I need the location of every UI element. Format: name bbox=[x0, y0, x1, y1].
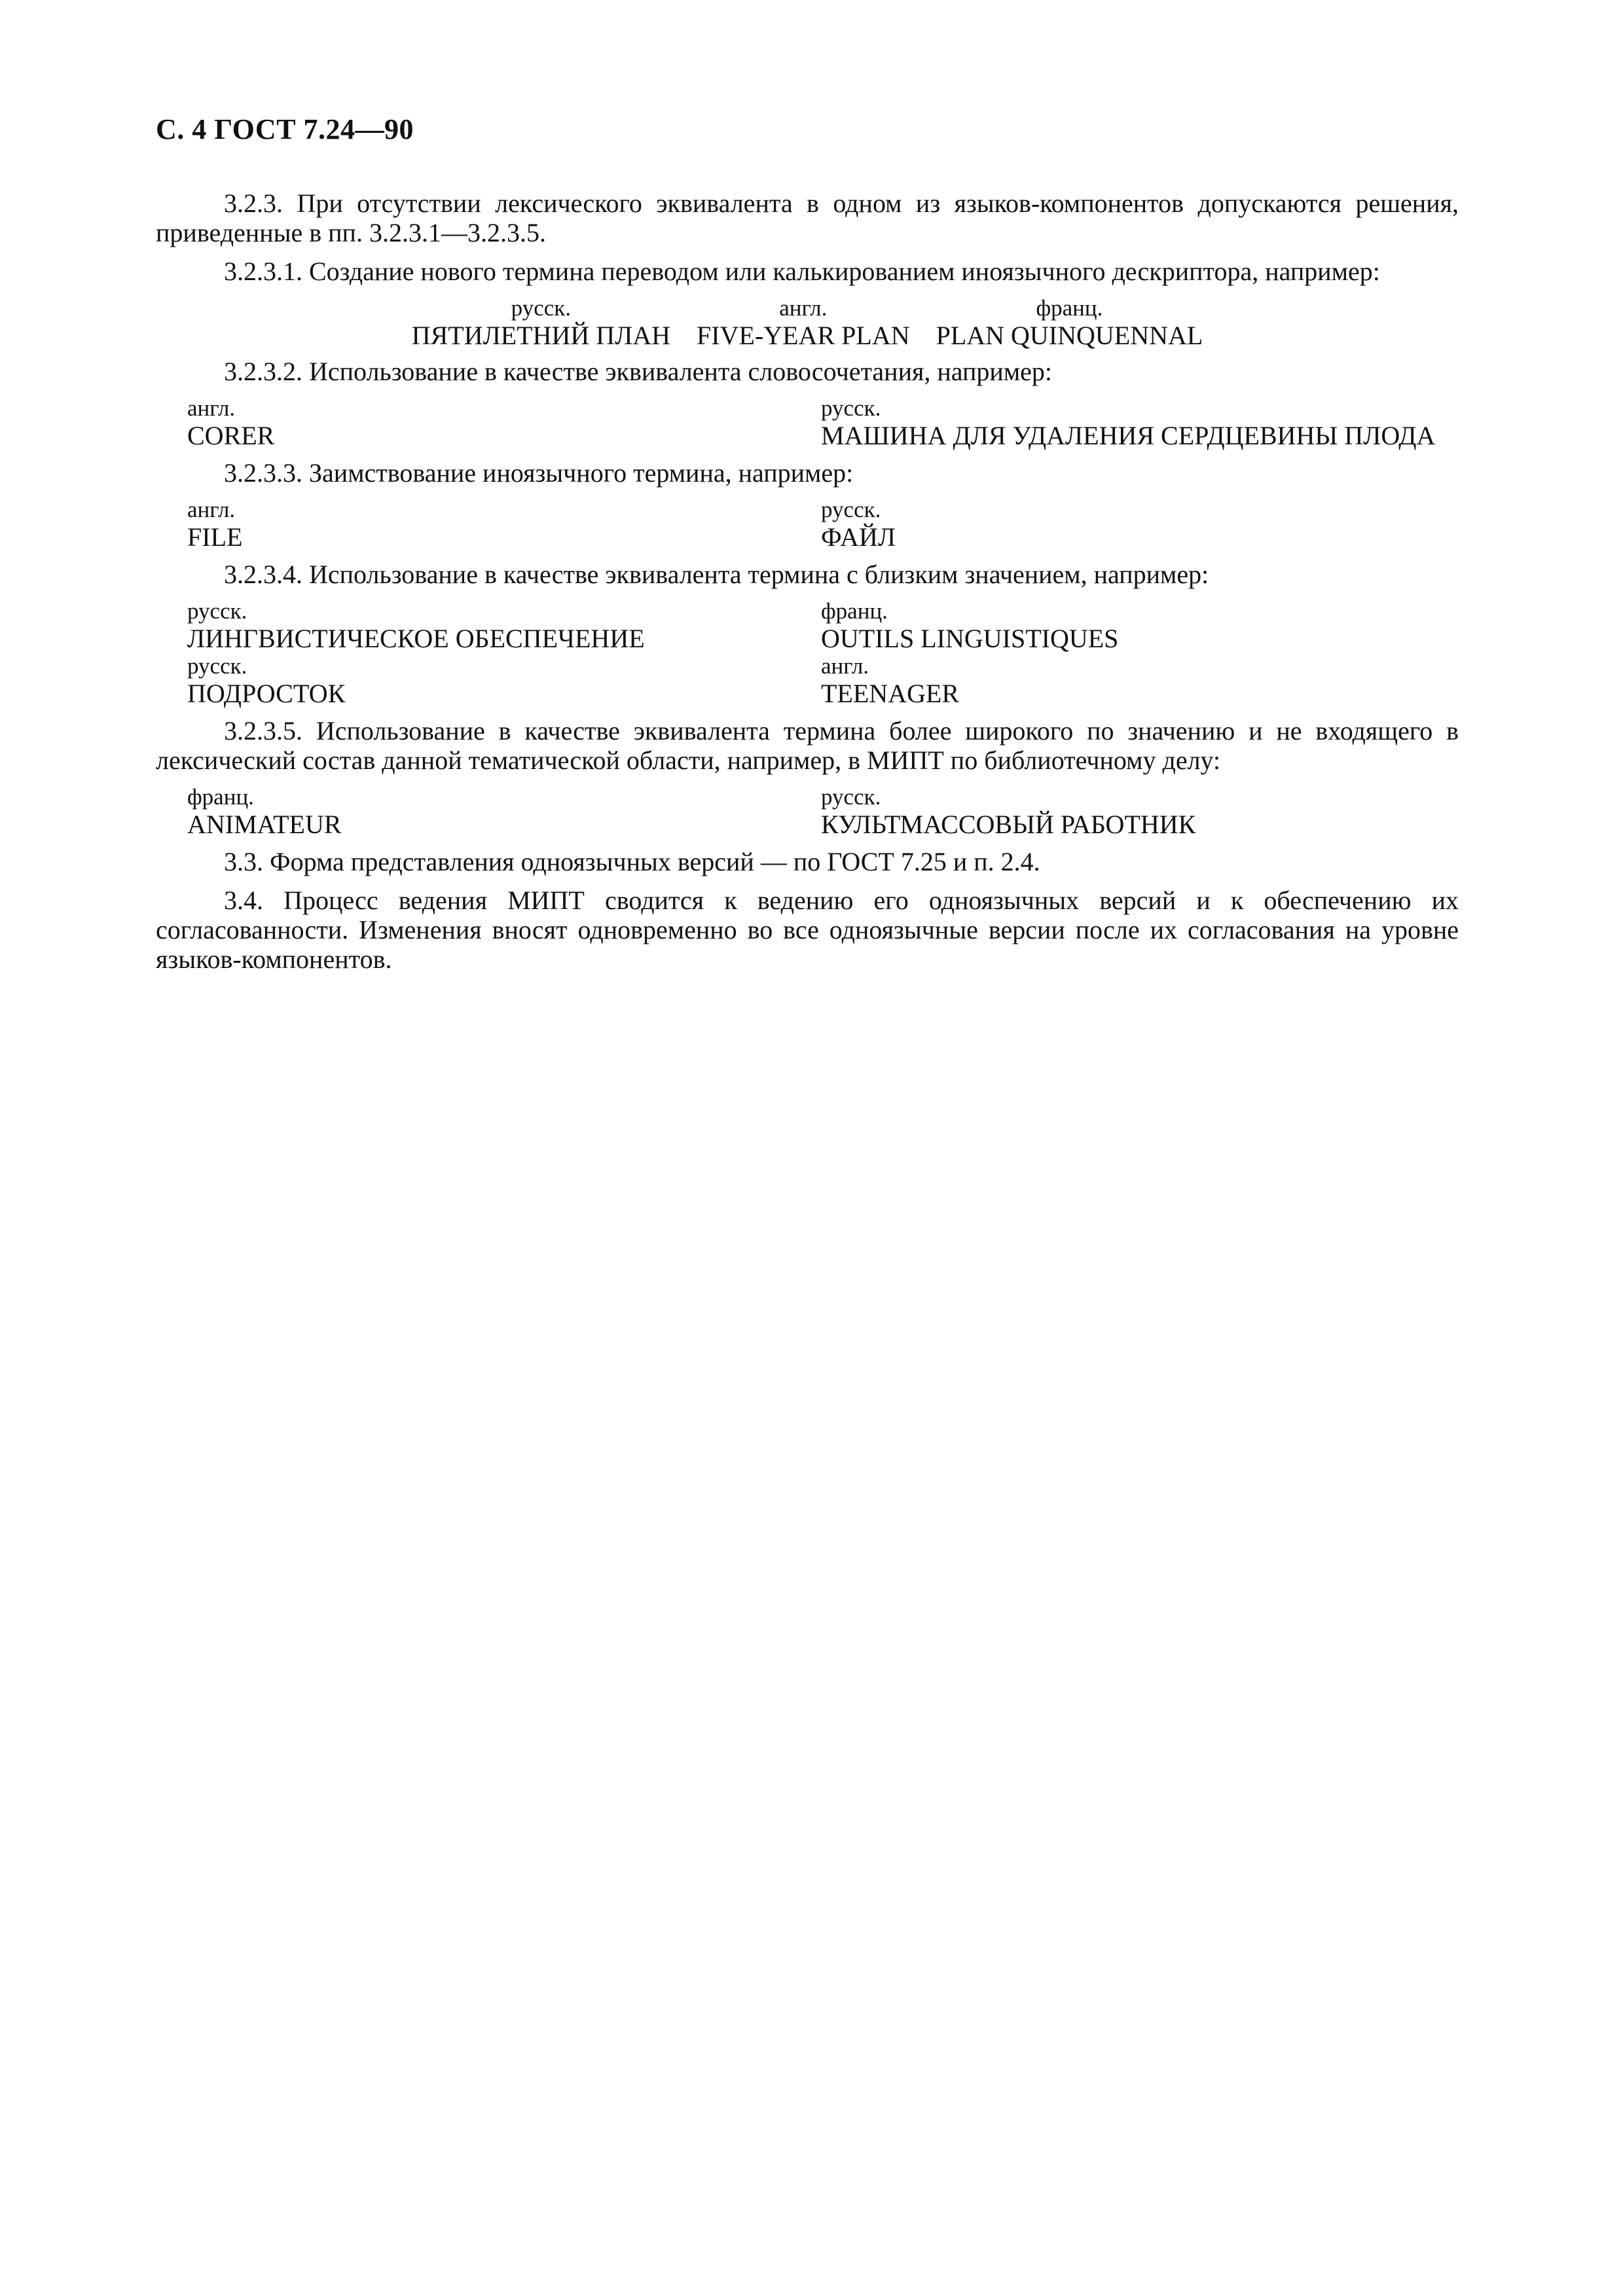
language-label: англ. bbox=[821, 653, 869, 679]
example-column bbox=[697, 295, 910, 350]
language-label: русск. bbox=[187, 653, 247, 679]
example-column bbox=[412, 295, 670, 350]
paragraph-3-2-3-2: 3.2.3.2. Использование в качестве эквивалента словосочетания, например: bbox=[224, 357, 1053, 386]
example-left bbox=[187, 784, 821, 839]
language-label: англ. bbox=[187, 497, 236, 522]
term: МАШИНА ДЛЯ УДАЛЕНИЯ СЕРДЦЕВИНЫ ПЛОДА bbox=[821, 421, 1436, 450]
term: CORER bbox=[187, 421, 275, 450]
language-label: франц. bbox=[187, 784, 254, 810]
paragraph-3-2-3-3: 3.2.3.3. Заимствование иноязычного термина, например: bbox=[224, 458, 854, 488]
example-translation bbox=[156, 295, 1459, 350]
paragraph-3-3: 3.3. Форма представления одноязычных версий — по ГОСТ 7.25 и п. 2.4. bbox=[224, 847, 1040, 876]
paragraph-3-2-3-4: 3.2.3.4. Использование в качестве эквивалента термина с близким значением, например: bbox=[224, 560, 1209, 589]
term: ПЯТИЛЕТНИЙ ПЛАН bbox=[411, 321, 671, 350]
example-right bbox=[821, 784, 1476, 839]
example-right bbox=[821, 395, 1476, 450]
example-right bbox=[821, 598, 1476, 653]
language-label: русск. bbox=[821, 497, 881, 522]
example-left bbox=[187, 598, 821, 653]
example-left bbox=[187, 653, 821, 708]
term: ФАЙЛ bbox=[821, 522, 896, 552]
example-word-combination bbox=[187, 395, 1459, 450]
paragraph-3-4: 3.4. Процесс ведения МИПТ сводится к ведению его одноязычных версий и к обеспечению их согласованности. Изменения вносят одновременно во все одноязычные версии после их согласования на уровне языков-компонентов. bbox=[156, 886, 1459, 974]
term: PLAN QUINQUENNAL bbox=[936, 321, 1203, 350]
paragraph-3-2-3: 3.2.3. При отсутствии лексического эквивалента в одном из языков-компонентов допускаются решения, приведенные в пп. 3.2.3.1—3.2.3.5. bbox=[156, 188, 1459, 247]
example-close-meaning bbox=[187, 598, 1459, 708]
language-label: русск. bbox=[821, 784, 881, 810]
term: OUTILS LINGUISTIQUES bbox=[821, 624, 1119, 653]
term: ANIMATEUR bbox=[187, 810, 342, 839]
term: КУЛЬТМАССОВЫЙ РАБОТНИК bbox=[821, 810, 1196, 839]
language-label: русск. bbox=[511, 295, 572, 321]
term: ЛИНГВИСТИЧЕСКОЕ ОБЕСПЕЧЕНИЕ bbox=[187, 624, 645, 653]
example-right bbox=[821, 497, 1476, 552]
example-borrowing bbox=[187, 497, 1459, 552]
language-label: франц. bbox=[1036, 295, 1103, 321]
document-body bbox=[156, 188, 1459, 983]
example-left bbox=[187, 497, 821, 552]
paragraph-3-2-3-1: 3.2.3.1. Создание нового термина переводом или калькированием иноязычного дескриптора, например: bbox=[224, 257, 1380, 286]
example-broader-term bbox=[187, 784, 1459, 839]
example-right bbox=[821, 653, 1476, 708]
term: FILE bbox=[187, 522, 243, 552]
term: TEENAGER bbox=[821, 679, 960, 708]
term: ПОДРОСТОК bbox=[187, 679, 346, 708]
language-label: франц. bbox=[821, 598, 888, 624]
language-label: русск. bbox=[187, 598, 247, 624]
term: FIVE-YEAR PLAN bbox=[697, 321, 910, 350]
example-left bbox=[187, 395, 821, 450]
language-label: англ. bbox=[187, 395, 236, 421]
paragraph-3-2-3-5: 3.2.3.5. Использование в качестве эквивалента термина более широкого по значению и не входящего в лексический состав данной тематической области, например, в МИПТ по библиотечному делу: bbox=[156, 716, 1459, 775]
example-column bbox=[936, 295, 1203, 350]
language-label: русск. bbox=[821, 395, 881, 421]
language-label: англ. bbox=[779, 295, 828, 321]
page-header: С. 4 ГОСТ 7.24—90 bbox=[156, 113, 414, 145]
